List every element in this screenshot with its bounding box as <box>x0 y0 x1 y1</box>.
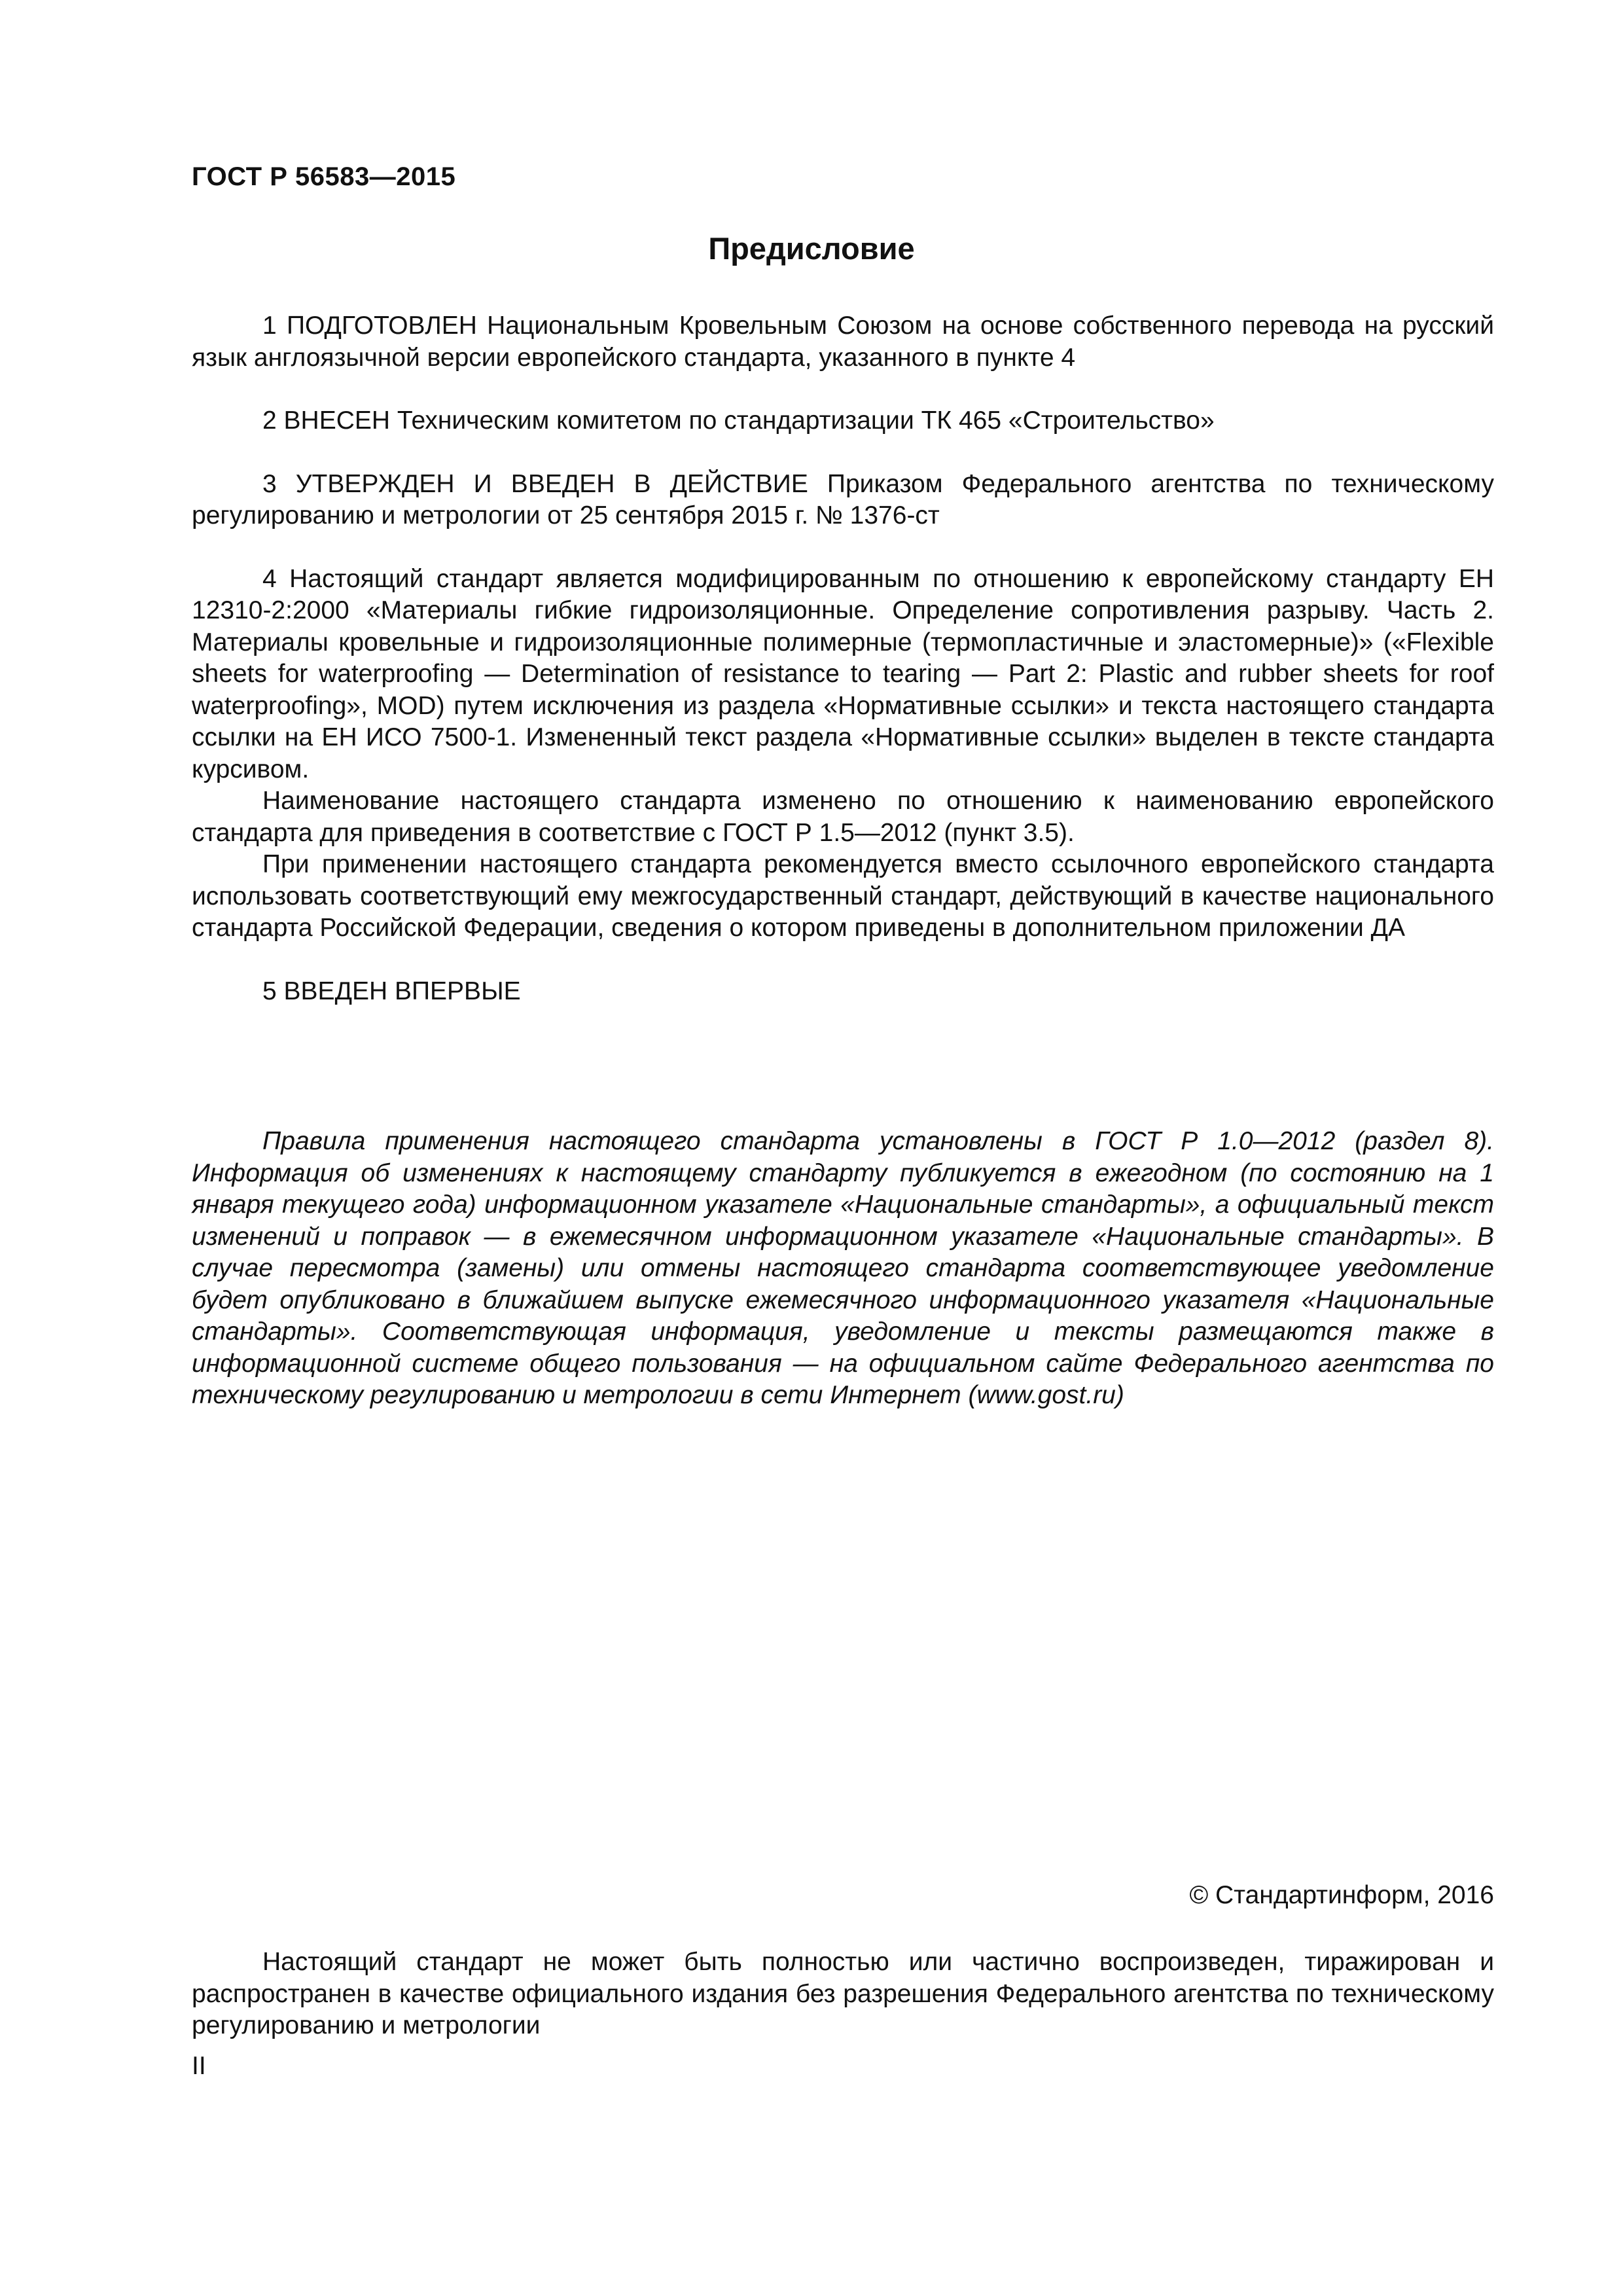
preface-item-1: 1 ПОДГОТОВЛЕН Национальным Кровельным Союзом на основе собственного перевода на русский язык англоязычной версии европейского стандарта, указанного в пункте 4 <box>192 312 1494 372</box>
preface-item-2: 2 ВНЕСЕН Техническим комитетом по стандартизации ТК 465 «Строительство» <box>262 406 1215 435</box>
preface-item-4-usage-note: При применении настоящего стандарта рекомендуется вместо ссылочного европейского стандарта использовать соответствующий ему межгосударственный стандарт, действующий в качестве национального стандарта Российской Федерации, сведения о котором приведены в дополнительном приложении ДА <box>192 850 1494 942</box>
preface-body <box>192 310 1494 1007</box>
page-number: II <box>192 2052 206 2080</box>
preface-item-5: 5 ВВЕДЕН ВПЕРВЫЕ <box>262 977 521 1005</box>
standard-designation: ГОСТ Р 56583—2015 <box>192 162 456 191</box>
page-title: Предисловие <box>708 231 915 266</box>
application-rules-note: Правила применения настоящего стандарта установлены в ГОСТ Р 1.0—2012 (раздел 8). Информация об изменениях к настоящему стандарту публикуется в ежегодном (по состоянию на 1 января текущего года) информационном указателе «Национальные стандарты», а официальный текст изменений и поправок — в ежемесячном информационном указателе «Национальные стандарты». В случае пересмотра (замены) или отмены настоящего стандарта соответствующее уведомление будет опубликовано в ближайшем выпуске ежемесячного информационного указателя «Национальные стандарты». Соответствующая информация, уведомление и тексты размещаются также в информационной системе общего пользования — на официальном сайте Федерального агентства по техническому регулированию и метрологии в сети Интернет (www.gost.ru) <box>192 1127 1494 1409</box>
preface-item-3: 3 УТВЕРЖДЕН И ВВЕДЕН В ДЕЙСТВИЕ Приказом Федерального агентства по техническому регулированию и метрологии от 25 сентября 2015 г. № 1376-ст <box>192 469 1494 529</box>
reproduction-notice: Настоящий стандарт не может быть полностью или частично воспроизведен, тиражирован и распространен в качестве официального издания без разрешения Федерального агентства по техническому регулированию и метрологии <box>192 1948 1494 2039</box>
preface-item-4-title-note: Наименование настоящего стандарта изменено по отношению к наименованию европейского стандарта для приведения в соответствие с ГОСТ Р 1.5—2012 (пункт 3.5). <box>192 787 1494 847</box>
copyright-line: © Стандартинформ, 2016 <box>1189 1881 1494 1909</box>
preface-item-4: 4 Настоящий стандарт является модифицированным по отношению к европейскому стандарту ЕН 12310-2:2000 «Материалы гибкие гидроизоляционные. Определение сопротивления разрыву. Часть 2. Материалы кровельные и гидроизоляционные полимерные (термопластичные и эластомерные)» («Flexible sheets for waterproofing — Determination of resistance to tearing — Part 2: Plastic and rubber sheets for roof waterproofing», MOD) путем исключения из раздела «Нормативные ссылки» и текста настоящего стандарта ссылки на ЕН ИСО 7500-1. Измененный текст раздела «Нормативные ссылки» выделен в тексте стандарта курсивом. <box>192 564 1494 783</box>
